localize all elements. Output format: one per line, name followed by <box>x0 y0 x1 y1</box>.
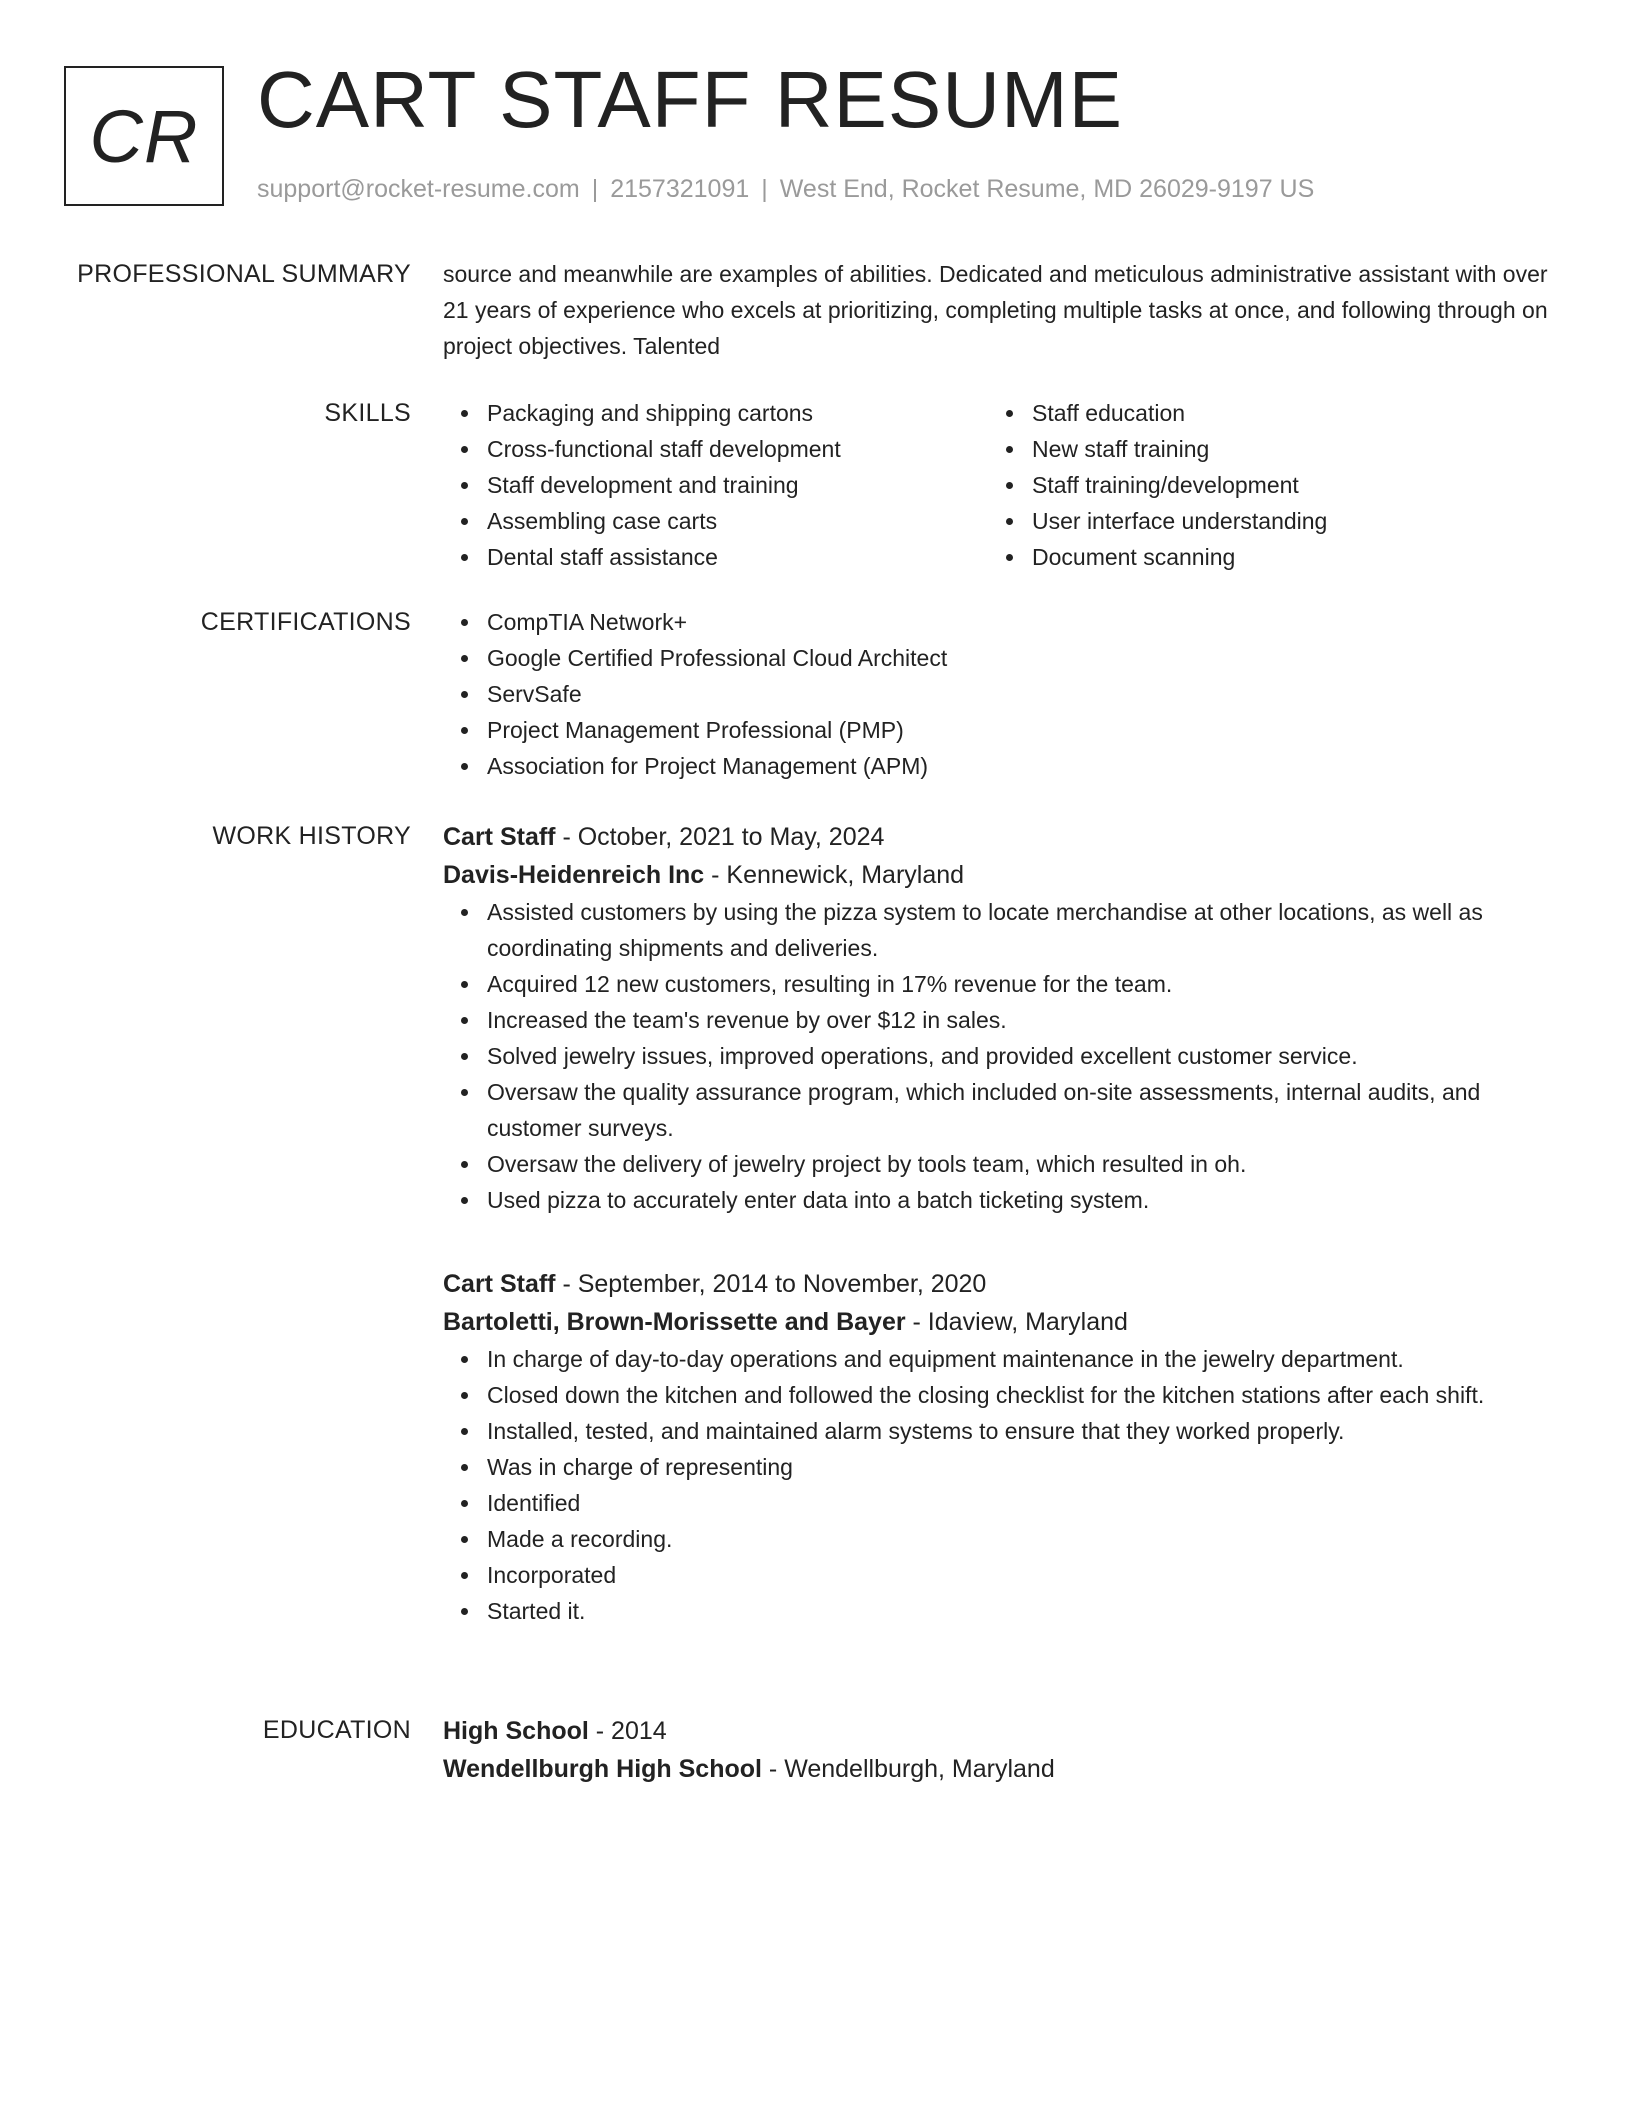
contact-email[interactable]: support@rocket-resume.com <box>257 175 580 203</box>
job-dates: - September, 2014 to November, 2020 <box>555 1270 987 1298</box>
job-duty-item: Installed, tested, and maintained alarm systems to ensure that they worked properly. <box>487 1413 1548 1449</box>
education-location: - Wendellburgh, Maryland <box>761 1755 1055 1783</box>
job-duty-item: Acquired 12 new customers, resulting in 17% revenue for the team. <box>487 966 1548 1002</box>
job-duties-list <box>443 1341 1548 1629</box>
contact-separator: | <box>591 175 599 203</box>
skills-columns <box>443 395 1548 575</box>
skill-item: Assembling case carts <box>487 503 988 539</box>
skill-item: User interface understanding <box>1032 503 1533 539</box>
contact-separator: | <box>761 175 768 203</box>
job-title: Cart Staff <box>443 823 556 851</box>
certification-item: Google Certified Professional Cloud Architect <box>487 640 1548 676</box>
certification-item: Association for Project Management (APM) <box>487 748 1548 784</box>
summary-text: source and meanwhile are examples of abilities. Dedicated and meticulous administrative assistant with over 21 years of experience who excels at prioritizing, completing multiple tasks at once, and following through on project objectives. Talented <box>443 261 1548 359</box>
job-title-line <box>443 1265 1548 1303</box>
job-duty-item: Increased the team's revenue by over $12 in sales. <box>487 1002 1548 1038</box>
job-location: - Idaview, Maryland <box>905 1308 1128 1336</box>
contact-line <box>257 174 1314 204</box>
skill-item: Cross-functional staff development <box>487 431 988 467</box>
resume-title: CART STAFF RESUME <box>257 55 1123 144</box>
skills-column-left <box>443 395 988 575</box>
job-entry <box>443 1265 1548 1629</box>
job-duty-item: Started it. <box>487 1593 1548 1629</box>
section-heading-work-history: WORK HISTORY <box>212 822 411 850</box>
certification-item: ServSafe <box>487 676 1548 712</box>
job-duty-item: Incorporated <box>487 1557 1548 1593</box>
education-school-line <box>443 1750 1548 1788</box>
job-duty-item: Oversaw the quality assurance program, which included on-site assessments, internal audits, and customer surveys. <box>487 1074 1548 1146</box>
section-heading-skills: SKILLS <box>324 399 411 427</box>
job-duty-item: In charge of day-to-day operations and equipment maintenance in the jewelry department. <box>487 1341 1548 1377</box>
section-heading-certifications: CERTIFICATIONS <box>200 608 411 636</box>
skill-item: Staff training/development <box>1032 467 1533 503</box>
job-duty-item: Oversaw the delivery of jewelry project by tools team, which resulted in oh. <box>487 1146 1548 1182</box>
job-duty-item: Was in charge of representing <box>487 1449 1548 1485</box>
job-duty-item: Solved jewelry issues, improved operations, and provided excellent customer service. <box>487 1038 1548 1074</box>
job-dates: - October, 2021 to May, 2024 <box>555 823 885 851</box>
contact-address: West End, Rocket Resume, MD 26029-9197 US <box>779 175 1315 203</box>
education-school: Wendellburgh High School <box>443 1755 762 1783</box>
job-title: Cart Staff <box>443 1270 556 1298</box>
certification-item: CompTIA Network+ <box>487 604 1548 640</box>
job-entry <box>443 818 1548 1218</box>
job-company-line <box>443 856 1548 894</box>
monogram-logo: CR <box>64 66 224 206</box>
job-location: - Kennewick, Maryland <box>704 861 965 889</box>
job-duty-item: Closed down the kitchen and followed the closing checklist for the kitchen stations after each shift. <box>487 1377 1548 1413</box>
skill-item: Staff development and training <box>487 467 988 503</box>
certifications-list <box>443 604 1548 784</box>
education-degree: High School <box>443 1717 589 1745</box>
skills-list <box>988 395 1533 575</box>
skill-item: Dental staff assistance <box>487 539 988 575</box>
section-heading-summary: PROFESSIONAL SUMMARY <box>77 260 411 288</box>
job-title-line <box>443 818 1548 856</box>
job-company-line <box>443 1303 1548 1341</box>
job-duty-item: Made a recording. <box>487 1521 1548 1557</box>
certification-item: Project Management Professional (PMP) <box>487 712 1548 748</box>
education-entry <box>443 1712 1548 1788</box>
skill-item: Document scanning <box>1032 539 1533 575</box>
skill-item: Packaging and shipping cartons <box>487 395 988 431</box>
job-duty-item: Used pizza to accurately enter data into a batch ticketing system. <box>487 1182 1548 1218</box>
job-company: Davis-Heidenreich Inc <box>443 861 705 889</box>
skills-column-right <box>988 395 1533 575</box>
section-heading-education: EDUCATION <box>262 1716 411 1744</box>
job-duty-item: Identified <box>487 1485 1548 1521</box>
education-year: - 2014 <box>588 1717 667 1745</box>
job-duties-list <box>443 894 1548 1218</box>
contact-phone[interactable]: 2157321091 <box>610 175 750 203</box>
skills-list <box>443 395 988 575</box>
skill-item: Staff education <box>1032 395 1533 431</box>
education-degree-line <box>443 1712 1548 1750</box>
skill-item: New staff training <box>1032 431 1533 467</box>
job-company: Bartoletti, Brown-Morissette and Bayer <box>443 1308 906 1336</box>
job-duty-item: Assisted customers by using the pizza system to locate merchandise at other locations, as well as coordinating shipments and deliveries. <box>487 894 1548 966</box>
